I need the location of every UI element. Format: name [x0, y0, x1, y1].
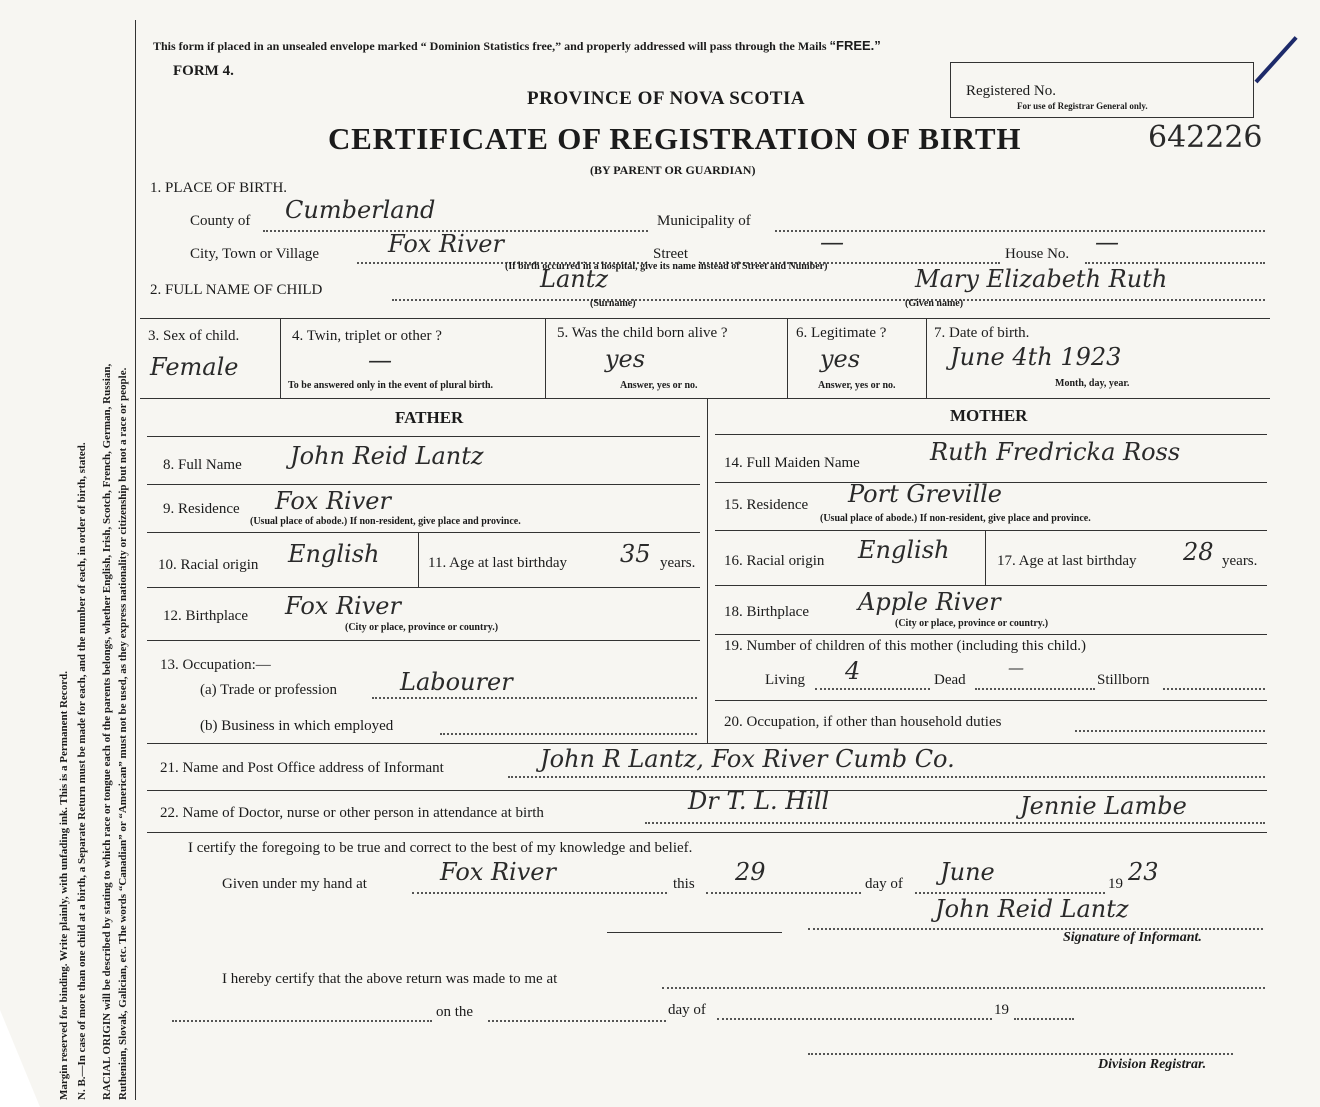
blue-pencil-mark [1255, 36, 1298, 83]
father-trade-value: Labourer [400, 668, 513, 696]
page-title: CERTIFICATE OF REGISTRATION OF BIRTH [328, 121, 1022, 156]
row-rule [147, 587, 700, 588]
mother-occupation-line [1075, 730, 1265, 732]
mother-birthplace-label: 18. Birthplace [724, 604, 809, 620]
informant-rule-bottom [147, 832, 1267, 833]
registrar-day-of-label: day of [668, 1002, 706, 1018]
father-birthplace-value: Fox River [285, 592, 401, 620]
alive-value: yes [605, 345, 646, 373]
mother-birthplace-note: (City or place, province or country.) [895, 618, 1049, 629]
province-heading: PROVINCE OF NOVA SCOTIA [527, 88, 806, 109]
legitimate-value: yes [820, 345, 861, 373]
plural-birth-note: N. B.—In case of more than one child at a birth, a Separate Return must be made for each, and the number of each, in order of birth, stated. [76, 442, 88, 1100]
parents-divider [707, 398, 708, 743]
city-value: Fox River [388, 230, 504, 258]
mother-heading-rule [715, 434, 1267, 435]
registrar-place-line [662, 987, 1265, 989]
sex-value: Female [150, 353, 239, 381]
row-rule-top [140, 318, 1270, 319]
given-name-note: (Given name) [905, 298, 964, 309]
father-age-value: 35 [620, 540, 651, 568]
certify-statement: I certify the foregoing to be true and correct to the best of my knowledge and belief. [188, 840, 693, 856]
dob-note: Month, day, year. [1055, 378, 1130, 389]
row-rule-bottom [140, 398, 1270, 399]
registered-no-box [950, 62, 1254, 118]
registered-no-value: 642226 [1148, 120, 1263, 155]
day-line [706, 892, 861, 894]
surname-note: (Surname) [590, 298, 636, 309]
row-rule [715, 530, 1267, 531]
county-label: County of [190, 213, 251, 229]
place-of-birth-heading: 1. PLACE OF BIRTH. [150, 180, 288, 196]
torn-corner [0, 1010, 40, 1107]
mail-notice-text: This form if placed in an unsealed envelope marked “ Dominion Statistics free,” and properly addressed will pass through the Mails [153, 39, 830, 53]
municipality-line [775, 230, 1265, 232]
twin-value: — [368, 346, 392, 374]
father-business-label: (b) Business in which employed [200, 718, 394, 734]
day-of-label: day of [865, 876, 903, 892]
father-trade-label: (a) Trade or profession [200, 682, 338, 698]
father-age-label: 11. Age at last birthday [428, 555, 567, 571]
registrar-signature-label: Division Registrar. [1098, 1057, 1207, 1072]
father-birthplace-label: 12. Birthplace [163, 608, 248, 624]
informant-value: John R Lantz, Fox River Cumb Co. [540, 745, 955, 773]
father-name-label: 8. Full Name [163, 457, 242, 473]
legitimate-label: 6. Legitimate ? [796, 325, 887, 341]
registrar-month-line [717, 1018, 992, 1020]
col-rule [926, 318, 927, 398]
father-trade-line [372, 697, 697, 699]
day-value: 29 [735, 858, 766, 886]
father-racial-value: English [288, 540, 380, 568]
dob-value: June 4th 1923 [950, 343, 1122, 371]
row-rule [715, 700, 1267, 701]
mother-name-value: Ruth Fredricka Ross [930, 438, 1181, 466]
dob-label: 7. Date of birth. [934, 325, 1030, 341]
father-heading-rule [147, 436, 700, 437]
registered-no-note: For use of Registrar General only. [1017, 101, 1148, 111]
municipality-label: Municipality of [657, 213, 751, 229]
col-rule [985, 530, 986, 585]
living-value: 4 [845, 657, 861, 685]
year-prefix: 19 [1108, 876, 1123, 892]
nurse-value: Jennie Lambe [1020, 792, 1187, 820]
registrar-year-line [1014, 1018, 1074, 1020]
dead-value: — [1008, 658, 1024, 677]
racial-origin-note-1: RACIAL ORIGIN will be described by stating to which race or tongue each of the parents belongs, whether English, Irish, Scotch, French, German, Russian, [101, 363, 113, 1100]
father-residence-value: Fox River [275, 487, 391, 515]
signature-label: Signature of Informant. [1063, 930, 1202, 945]
certify-rule [607, 932, 782, 933]
mother-residence-note: (Usual place of abode.) If non-resident, give place and province. [820, 513, 1091, 524]
mother-years-label: years. [1222, 553, 1258, 569]
county-value: Cumberland [285, 196, 436, 224]
registrar-statement: I hereby certify that the above return was made to me at [222, 971, 558, 987]
informant-line [508, 776, 1265, 778]
father-birthplace-note: (City or place, province or country.) [345, 622, 499, 633]
row-rule [147, 532, 700, 533]
mother-residence-label: 15. Residence [724, 497, 809, 513]
father-residence-label: 9. Residence [163, 501, 240, 517]
mother-children-label: 19. Number of children of this mother (including this child.) [724, 638, 1087, 654]
doctor-value: Dr T. L. Hill [688, 787, 830, 815]
racial-origin-note-2: Ruthenian, Slovak, Galician, etc. The words “Canadian” or “American” must not be used, as they express nationality or citizenship but not a race or people. [117, 367, 129, 1100]
month-value: June [940, 858, 995, 886]
alive-note: Answer, yes or no. [620, 380, 698, 391]
stillborn-label: Stillborn [1097, 672, 1150, 688]
margin-rule [135, 20, 136, 1100]
living-line [815, 688, 930, 690]
mother-racial-label: 16. Racial origin [724, 553, 825, 569]
mail-notice [153, 38, 881, 54]
col-rule [418, 532, 419, 587]
father-heading: FATHER [395, 408, 464, 427]
mail-notice-free: “FREE.” [829, 38, 881, 53]
form-number: FORM 4. [173, 63, 234, 79]
month-line [915, 892, 1105, 894]
mother-racial-value: English [858, 536, 950, 564]
child-surname-value: Lantz [540, 265, 608, 293]
given-place-line [412, 892, 667, 894]
year-value: 23 [1128, 858, 1159, 886]
row-rule [715, 634, 1267, 635]
mother-occupation-label: 20. Occupation, if other than household duties [724, 714, 1002, 730]
twin-note: To be answered only in the event of plural birth. [288, 380, 494, 391]
house-label: House No. [1005, 246, 1070, 262]
on-the-label: on the [436, 1004, 474, 1020]
father-racial-label: 10. Racial origin [158, 557, 259, 573]
row-rule [147, 640, 700, 641]
mother-birthplace-value: Apple River [858, 588, 1001, 616]
father-residence-note: (Usual place of abode.) If non-resident, give place and province. [250, 516, 521, 527]
registrar-day-line [488, 1020, 666, 1022]
informant-label: 21. Name and Post Office address of Informant [160, 760, 444, 776]
father-name-value: John Reid Lantz [290, 442, 484, 470]
dead-label: Dead [934, 672, 966, 688]
margin-note: Margin reserved for binding. Write plainly, with unfading ink. This is a Permanent Record. [58, 671, 70, 1100]
hospital-note: (If birth occurred in a hospital, give its name instead of Street and Number) [505, 261, 828, 272]
child-name-label: 2. FULL NAME OF CHILD [150, 282, 323, 298]
mother-age-value: 28 [1183, 538, 1214, 566]
mother-residence-value: Port Greville [848, 480, 1003, 508]
page-subtitle: (BY PARENT OR GUARDIAN) [590, 163, 756, 177]
father-business-line [440, 733, 697, 735]
house-value: — [1095, 228, 1119, 256]
registrar-year-prefix: 19 [994, 1002, 1009, 1018]
doctor-label: 22. Name of Doctor, nurse or other person in attendance at birth [160, 805, 544, 821]
street-value: — [820, 228, 844, 256]
row-rule [147, 484, 700, 485]
child-given-value: Mary Elizabeth Ruth [915, 265, 1168, 293]
living-label: Living [765, 672, 805, 688]
alive-label: 5. Was the child born alive ? [557, 325, 728, 341]
this-label: this [673, 876, 695, 892]
given-under-label: Given under my hand at [222, 876, 367, 892]
col-rule [787, 318, 788, 398]
street-label: Street [653, 246, 688, 262]
registered-no-label: Registered No. [966, 83, 1056, 99]
given-place-value: Fox River [440, 858, 556, 886]
father-years-label: years. [660, 555, 696, 571]
twin-label: 4. Twin, triplet or other ? [292, 328, 442, 344]
stillborn-line [1163, 688, 1265, 690]
registrar-line-1 [172, 1020, 432, 1022]
child-name-line [392, 299, 1265, 301]
col-rule [545, 318, 546, 398]
informant-signature-value: John Reid Lantz [935, 895, 1129, 923]
doctor-line [645, 822, 1265, 824]
row-rule [715, 585, 1267, 586]
house-line [1085, 262, 1265, 264]
father-occupation-label: 13. Occupation:— [160, 657, 271, 673]
col-rule [280, 318, 281, 398]
registrar-signature-line [808, 1053, 1233, 1055]
mother-name-label: 14. Full Maiden Name [724, 455, 860, 471]
mother-age-label: 17. Age at last birthday [997, 553, 1137, 569]
mother-heading: MOTHER [950, 406, 1028, 425]
city-label: City, Town or Village [190, 246, 320, 262]
dead-line [975, 688, 1095, 690]
informant-rule-top [147, 743, 1267, 744]
sex-label: 3. Sex of child. [148, 328, 240, 344]
legitimate-note: Answer, yes or no. [818, 380, 896, 391]
